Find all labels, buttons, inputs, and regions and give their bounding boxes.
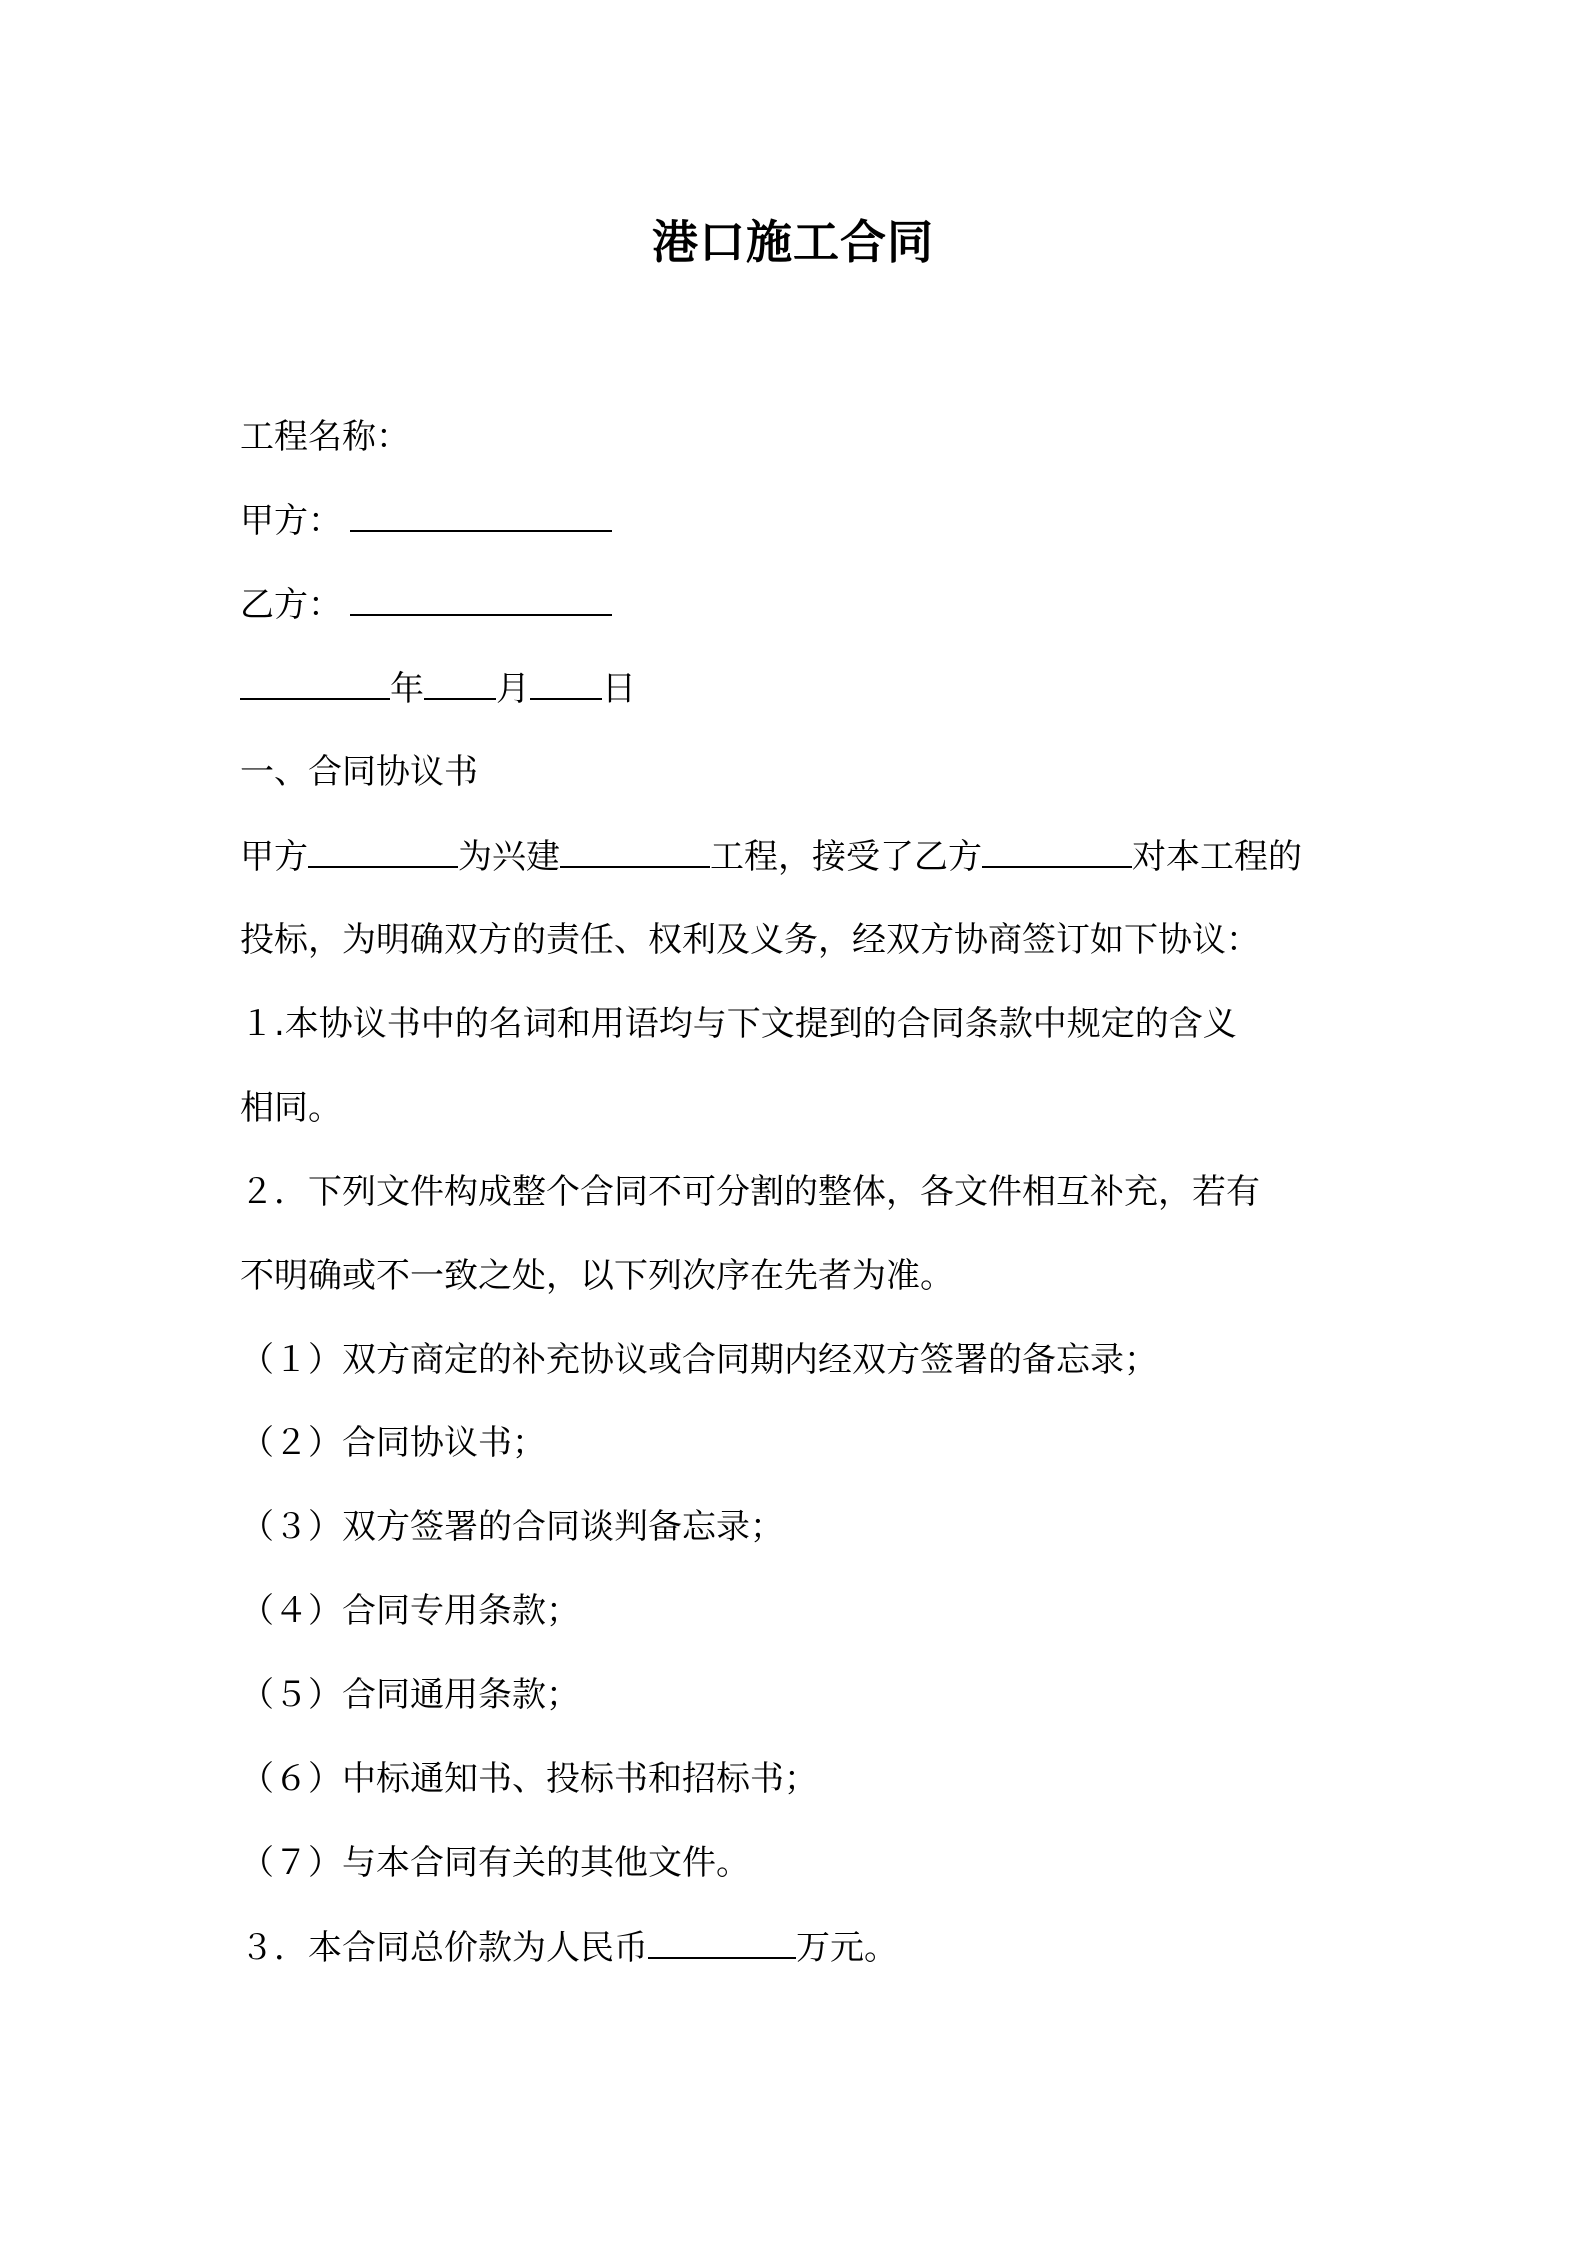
clause1-line-1: １.本协议书中的名词和用语均与下文提到的合同条款中规定的含义: [240, 1004, 1237, 1044]
intro-text-3: 工程，接受了乙方: [710, 837, 982, 877]
list-item-1: （１）双方商定的补充协议或合同期内经双方签署的备忘录；: [240, 1340, 1158, 1380]
day-label: 日: [602, 669, 636, 709]
project-name-label: 工程名称：: [240, 417, 410, 457]
clause2-line-1: ２．下列文件构成整个合同不可分割的整体，各文件相互补充，若有: [240, 1172, 1260, 1212]
party-a-label: 甲方：: [240, 501, 342, 541]
intro-text-1: 甲方: [240, 837, 308, 877]
project-name-line: [240, 413, 410, 461]
list-item-2: （２）合同协议书；: [240, 1423, 546, 1463]
party-b-blank[interactable]: [350, 580, 612, 616]
clause2-line-2: 不明确或不一致之处，以下列次序在先者为准。: [240, 1256, 954, 1296]
clause1-line-2: 相同。: [240, 1088, 342, 1128]
intro-line-1: [240, 832, 1302, 881]
year-label: 年: [390, 669, 424, 709]
party-a-blank[interactable]: [350, 496, 612, 532]
party-b-line: [240, 580, 612, 629]
party-a-name-blank[interactable]: [308, 832, 458, 868]
list-item-5: （５）合同通用条款；: [240, 1675, 580, 1715]
project-name-blank[interactable]: [560, 832, 710, 868]
list-item-4: （４）合同专用条款；: [240, 1591, 580, 1631]
day-blank[interactable]: [530, 664, 602, 700]
list-item-7: （７）与本合同有关的其他文件。: [240, 1843, 750, 1883]
clause3-text-1: ３．本合同总价款为人民币: [240, 1928, 648, 1968]
clause3-text-2: 万元。: [796, 1928, 898, 1968]
intro-text-4: 对本工程的: [1132, 837, 1302, 877]
month-label: 月: [496, 669, 530, 709]
party-b-name-blank[interactable]: [982, 832, 1132, 868]
total-price-blank[interactable]: [648, 1923, 796, 1959]
list-item-6: （６）中标通知书、投标书和招标书；: [240, 1759, 818, 1799]
intro-line-2: 投标，为明确双方的责任、权利及义务，经双方协商签订如下协议：: [240, 920, 1260, 960]
date-line: [240, 664, 636, 713]
month-blank[interactable]: [424, 664, 496, 700]
list-item-3: （３）双方签署的合同谈判备忘录；: [240, 1507, 784, 1547]
party-a-line: [240, 496, 612, 545]
party-b-label: 乙方：: [240, 585, 342, 625]
section-heading: 一、合同协议书: [240, 752, 478, 792]
intro-text-2: 为兴建: [458, 837, 560, 877]
document-title: 港口施工合同: [652, 215, 934, 269]
clause3-line: [240, 1923, 898, 1972]
year-blank[interactable]: [240, 664, 390, 700]
